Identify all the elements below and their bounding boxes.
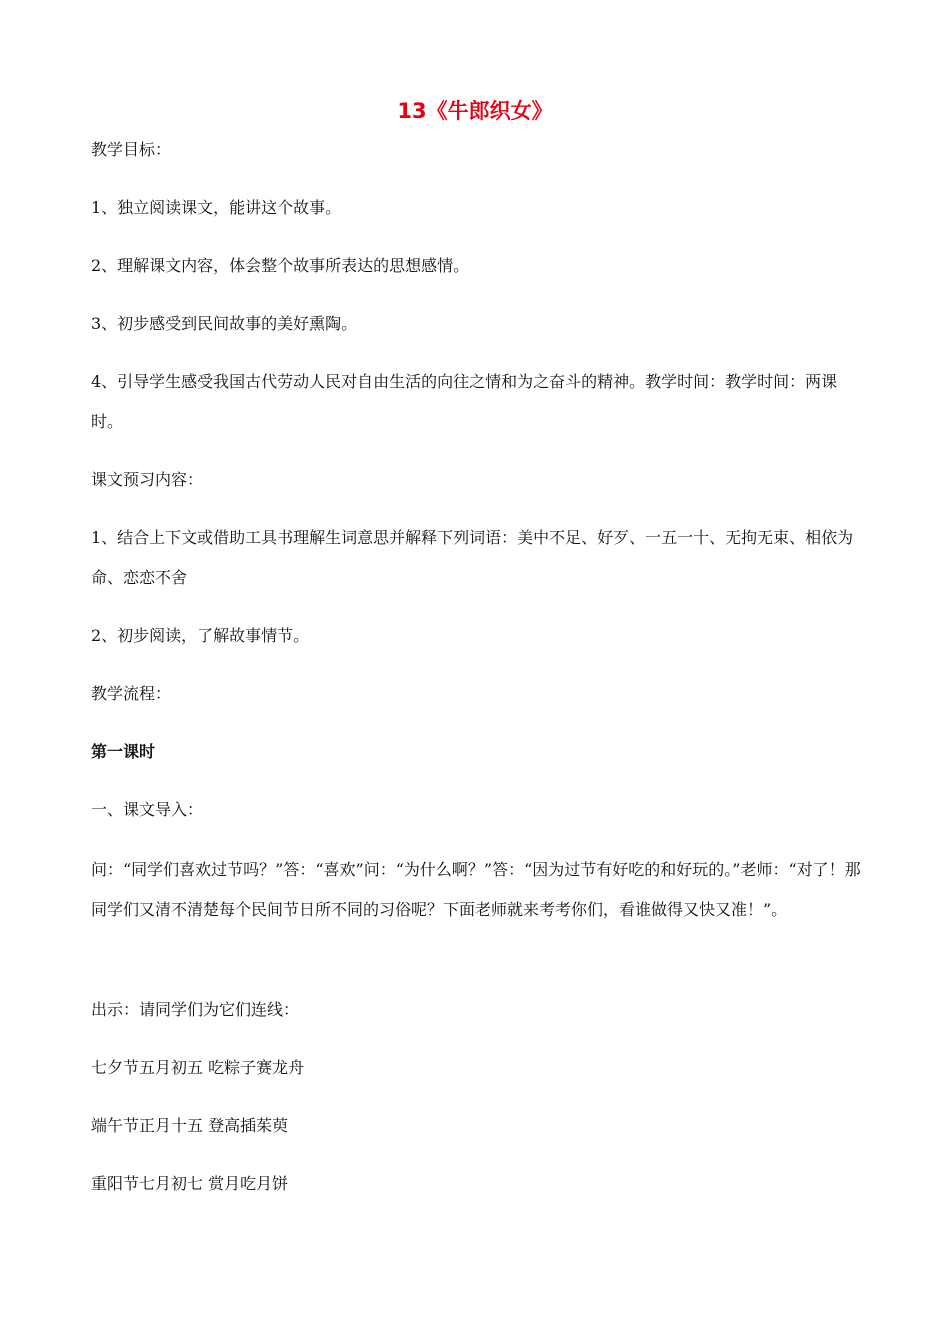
heading-preview-content: 课文预习内容： (91, 470, 204, 489)
goal-item-2: 2、理解课文内容，体会整个故事所表达的思想感情。 (91, 256, 470, 275)
exercise-instruction: 出示：请同学们为它们连线： (91, 1000, 300, 1019)
heading-teaching-goals: 教学目标： (91, 140, 172, 159)
heading-first-lesson: 第一课时 (91, 742, 156, 761)
preview-item-2: 2、初步阅读，了解故事情节。 (91, 626, 310, 645)
goal-item-3: 3、初步感受到民间故事的美好熏陶。 (91, 314, 358, 333)
matching-line-1: 七夕节五月初五 吃粽子赛龙舟 (91, 1058, 305, 1077)
section-lesson-intro: 一、课文导入： (91, 800, 204, 819)
matching-line-3: 重阳节七月初七 赏月吃月饼 (91, 1174, 289, 1193)
dialogue-paragraph: 问：“同学们喜欢过节吗？”答：“喜欢”问：“为什么啊？”答：“因为过节有好吃的和好玩的。”老师：“对了！那同学们又清不清楚每个民间节日所不同的习俗呢？下面老师就来考考你们，看谁做得又快又准！”。 (91, 860, 861, 919)
preview-item-1: 1、结合上下文或借助工具书理解生词意思并解释下列词语：美中不足、好歹、一五一十、无拘无束、相依为命、恋恋不舍 (91, 528, 854, 587)
goal-item-1: 1、独立阅读课文，能讲这个故事。 (91, 198, 342, 217)
document-title: 13《牛郎织女》 (397, 99, 553, 123)
matching-line-2: 端午节正月十五 登高插茱萸 (91, 1116, 289, 1135)
goal-item-4: 4、引导学生感受我国古代劳动人民对自由生活的向往之情和为之奋斗的精神。教学时间：教学时间：两课时。 (91, 372, 838, 431)
heading-teaching-process: 教学流程： (91, 684, 172, 703)
